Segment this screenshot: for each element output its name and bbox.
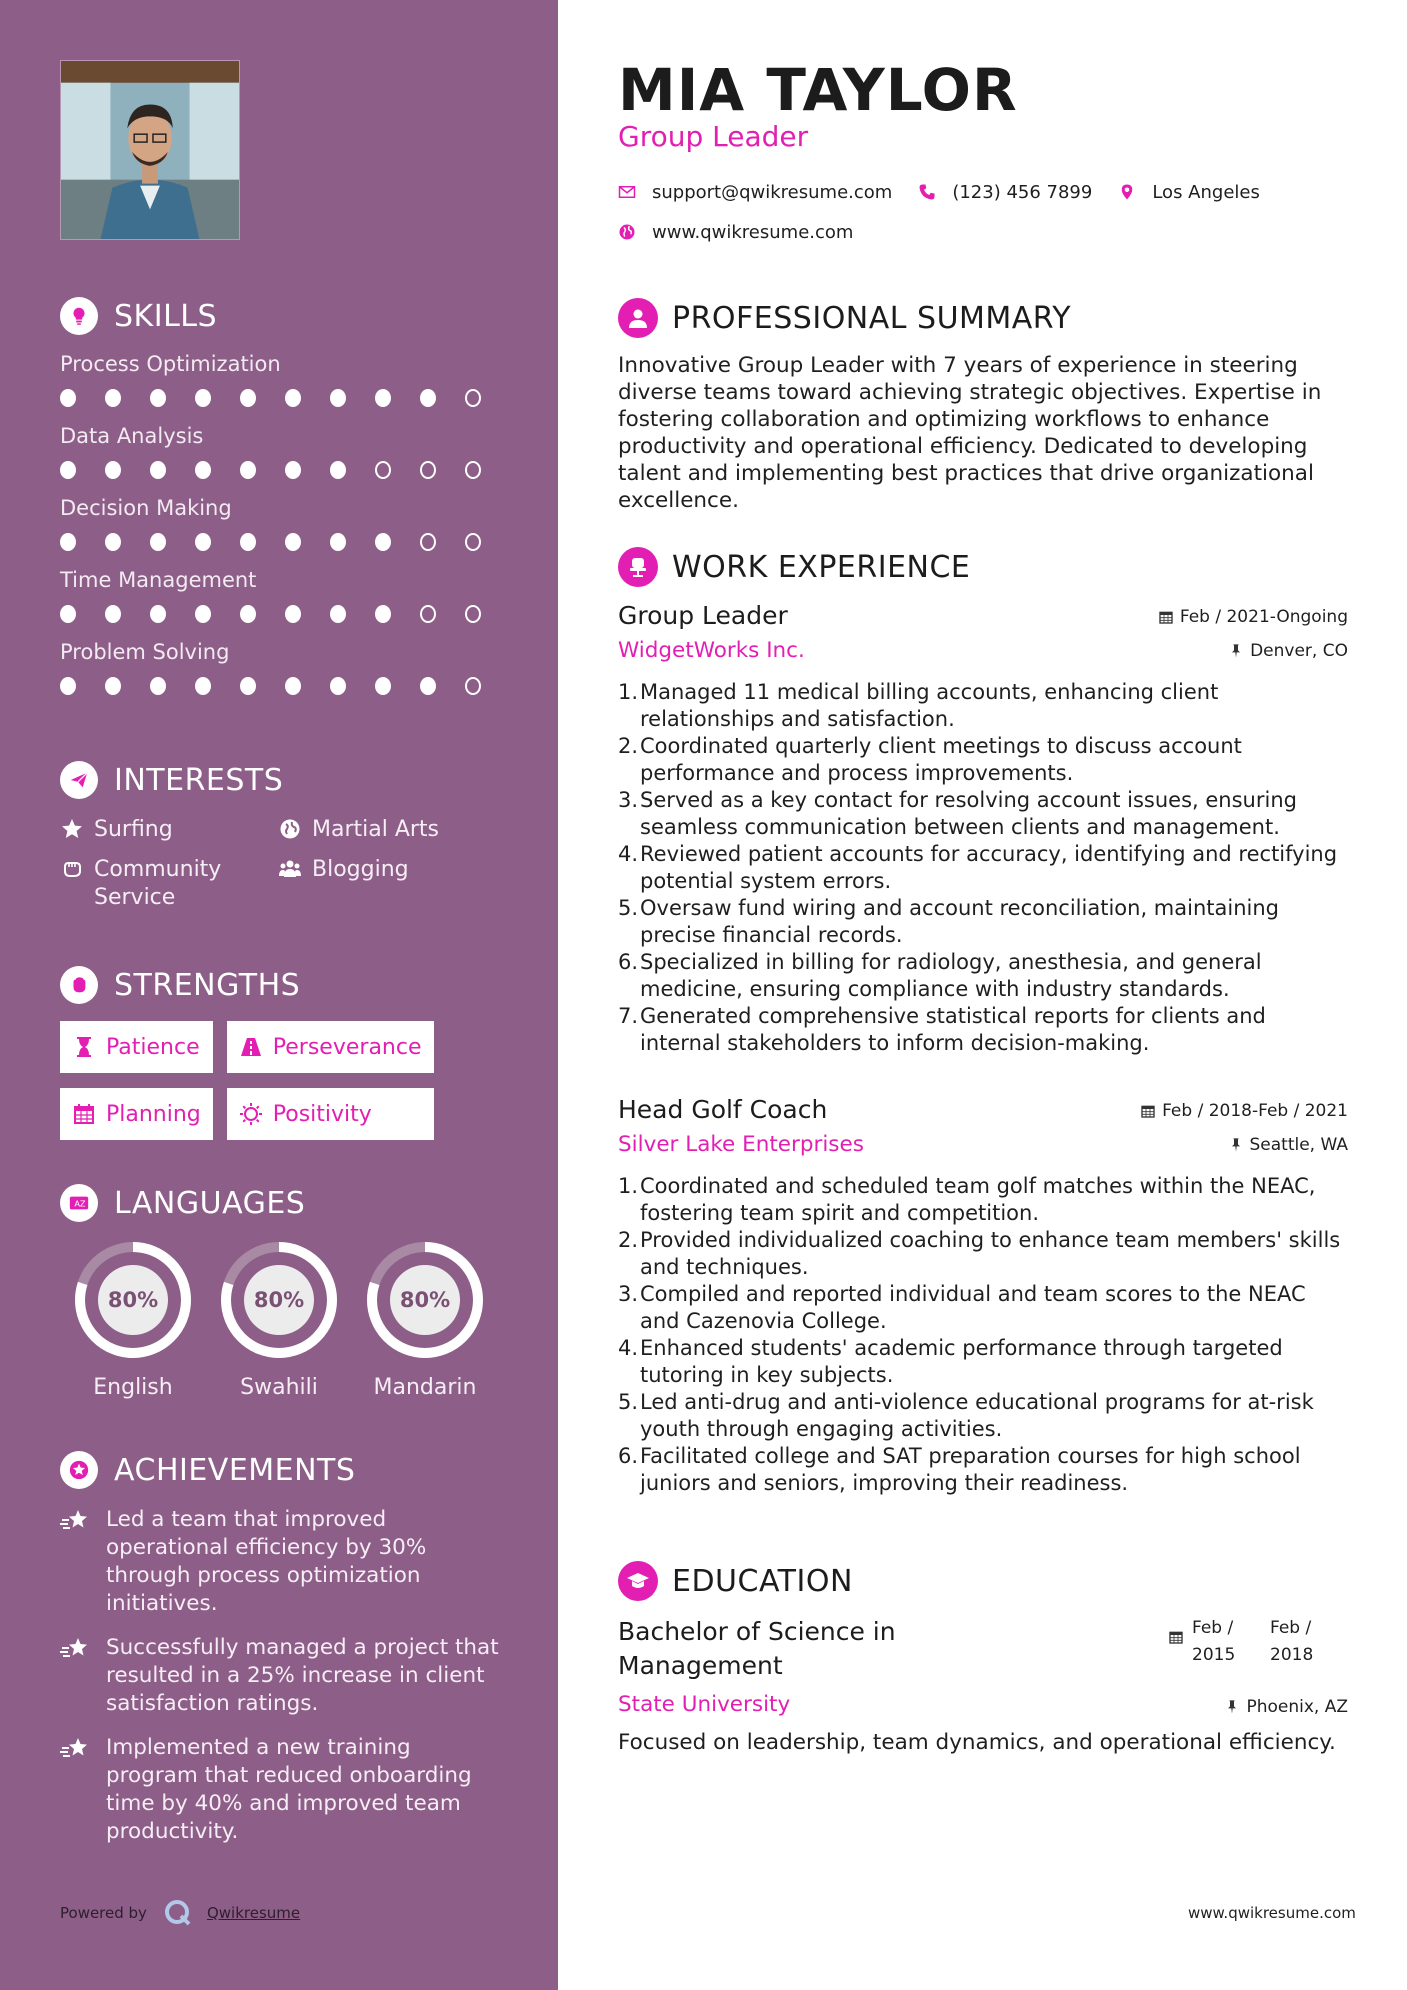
achievement-item xyxy=(60,1506,510,1618)
interest-label: Martial Arts xyxy=(312,817,440,842)
list-item xyxy=(618,1227,1348,1281)
experience-title: WORK EXPERIENCE xyxy=(672,549,971,585)
list-item xyxy=(618,679,1348,733)
job-entry xyxy=(618,601,1348,1057)
list-item xyxy=(618,949,1348,1003)
job-dates-text: Feb / 2021-Ongoing xyxy=(1179,607,1348,627)
list-item-text: Specialized in billing for radiology, anesthesia, and general medicine, ensuring compliance with industry standards. xyxy=(640,950,1262,1001)
language-name: Swahili xyxy=(240,1375,318,1400)
rating-dot-filled xyxy=(195,533,211,551)
skill-item xyxy=(60,422,510,480)
sun-icon xyxy=(239,1102,263,1126)
list-item xyxy=(618,1281,1348,1335)
contact-website-text: www.qwikresume.com xyxy=(652,221,854,243)
skills-title: SKILLS xyxy=(114,298,218,334)
strength-label: Positivity xyxy=(272,1101,372,1127)
contact-phone[interactable] xyxy=(918,182,1092,203)
list-item-text: Enhanced students' academic performance through targeted tutoring in key subjects. xyxy=(640,1336,1283,1387)
footer-website[interactable]: www.qwikresume.com xyxy=(1188,1904,1356,1922)
strength-badge xyxy=(227,1088,434,1140)
language-progress-ring xyxy=(72,1239,194,1361)
job-bullets xyxy=(618,679,1348,1057)
list-item-text: Coordinated and scheduled team golf matches within the NEAC, fostering team spirit and competition. xyxy=(640,1174,1316,1225)
skill-rating xyxy=(60,460,510,480)
rating-dot-filled xyxy=(330,533,346,551)
rating-dot-filled xyxy=(150,677,166,695)
rating-dot-filled xyxy=(420,389,436,407)
rating-dot-filled xyxy=(60,461,76,479)
rating-dot-filled xyxy=(60,389,76,407)
summary-section xyxy=(618,298,1348,514)
calendar-icon xyxy=(1158,609,1174,625)
rating-dot-filled xyxy=(330,461,346,479)
list-item xyxy=(618,1335,1348,1389)
job-company: WidgetWorks Inc. xyxy=(618,638,805,663)
rating-dot-filled xyxy=(330,677,346,695)
strength-badge xyxy=(227,1021,434,1073)
rating-dot-filled xyxy=(150,533,166,551)
contact-location-text: Los Angeles xyxy=(1152,181,1260,203)
list-item xyxy=(618,787,1348,841)
rating-dot-empty xyxy=(420,533,436,551)
education-start: Feb / 2015 xyxy=(1192,1618,1236,1665)
list-item xyxy=(618,1443,1348,1497)
map-pin-icon xyxy=(1118,183,1136,201)
skill-name: Problem Solving xyxy=(60,640,230,664)
achievement-item xyxy=(60,1734,510,1846)
contact-email-text: support@qwikresume.com xyxy=(652,181,893,203)
phone-icon xyxy=(918,183,936,201)
education-description: Focused on leadership, team dynamics, and operational efficiency. xyxy=(618,1730,1336,1755)
skill-item xyxy=(60,566,510,624)
list-number: 1. xyxy=(618,1174,639,1198)
language-percent: 80% xyxy=(253,1288,305,1312)
rating-dot-filled xyxy=(60,605,76,623)
interests-title: INTERESTS xyxy=(114,762,284,798)
rating-dot-filled xyxy=(240,605,256,623)
pin-icon xyxy=(1228,643,1244,659)
job-location xyxy=(1228,641,1348,661)
calendar-icon xyxy=(1140,1103,1156,1119)
award-star-icon xyxy=(60,1451,98,1489)
rating-dot-filled xyxy=(375,389,391,407)
fist-icon xyxy=(60,966,98,1004)
rating-dot-filled xyxy=(330,389,346,407)
globe-icon xyxy=(618,223,636,241)
svg-text:Z: Z xyxy=(79,1198,86,1209)
rating-dot-empty xyxy=(465,677,481,695)
rating-dot-filled xyxy=(150,461,166,479)
list-number: 5. xyxy=(618,896,639,920)
paper-plane-icon xyxy=(60,761,98,799)
rating-dot-empty xyxy=(465,605,481,623)
list-item-text: Facilitated college and SAT preparation courses for high school juniors and seniors, improving their readiness. xyxy=(640,1444,1301,1495)
achievement-item xyxy=(60,1634,510,1718)
strengths-section xyxy=(60,965,510,1140)
interest-item xyxy=(278,856,496,912)
list-item-text: Reviewed patient accounts for accuracy, identifying and rectifying potential system errors. xyxy=(640,842,1338,893)
language-name: Mandarin xyxy=(373,1375,477,1400)
strength-label: Perseverance xyxy=(272,1034,422,1060)
rating-dot-filled xyxy=(60,533,76,551)
languages-section xyxy=(60,1183,510,1400)
language-progress-ring xyxy=(364,1239,486,1361)
skill-name: Decision Making xyxy=(60,496,232,520)
translate-icon xyxy=(60,1184,98,1222)
contact-phone-text: (123) 456 7899 xyxy=(952,181,1093,203)
rating-dot-empty xyxy=(465,389,481,407)
skill-name: Data Analysis xyxy=(60,424,204,448)
strength-badge xyxy=(60,1021,213,1073)
list-number: 6. xyxy=(618,950,639,974)
achievement-text: Implemented a new training program that reduced onboarding time by 40% and improved team productivity. xyxy=(106,1735,472,1844)
profile-photo xyxy=(60,60,240,240)
language-item xyxy=(352,1239,498,1400)
interest-item xyxy=(278,816,496,844)
svg-text:A: A xyxy=(74,1198,81,1209)
achievement-text: Led a team that improved operational efficiency by 30% through process optimization initiatives. xyxy=(106,1507,427,1616)
list-item-text: Compiled and reported individual and team scores to the NEAC and Cazenovia College. xyxy=(640,1282,1306,1333)
skills-section xyxy=(60,296,510,696)
rating-dot-filled xyxy=(105,461,121,479)
list-item xyxy=(618,733,1348,787)
job-dates-text: Feb / 2018-Feb / 2021 xyxy=(1162,1101,1348,1121)
education-section xyxy=(618,1561,1348,1756)
rating-dot-empty xyxy=(375,461,391,479)
interest-item xyxy=(60,816,278,844)
rating-dot-empty xyxy=(420,461,436,479)
envelope-icon xyxy=(618,183,636,201)
rating-dot-filled xyxy=(150,389,166,407)
list-item-text: Managed 11 medical billing accounts, enhancing client relationships and satisfaction. xyxy=(640,680,1219,731)
strength-label: Planning xyxy=(106,1101,201,1127)
language-percent: 80% xyxy=(107,1288,159,1312)
rating-dot-empty xyxy=(420,605,436,623)
job-dates xyxy=(1140,1101,1348,1121)
strengths-title: STRENGTHS xyxy=(114,967,301,1003)
rating-dot-filled xyxy=(195,389,211,407)
list-number: 2. xyxy=(618,1228,639,1252)
list-number: 3. xyxy=(618,1282,639,1306)
list-number: 4. xyxy=(618,1336,639,1360)
contact-website[interactable] xyxy=(618,222,853,243)
rating-dot-empty xyxy=(465,533,481,551)
skill-name: Process Optimization xyxy=(60,352,281,376)
road-icon xyxy=(239,1035,263,1059)
rating-dot-filled xyxy=(105,389,121,407)
achievements-title: ACHIEVEMENTS xyxy=(114,1452,356,1488)
powered-by-label: Powered by xyxy=(60,1904,147,1922)
summary-title: PROFESSIONAL SUMMARY xyxy=(672,300,1072,336)
education-location xyxy=(1224,1697,1348,1717)
globe-icon xyxy=(278,817,302,841)
list-item xyxy=(618,895,1348,949)
skill-rating xyxy=(60,532,510,552)
lightbulb-icon xyxy=(60,297,98,335)
calendar-icon xyxy=(72,1102,96,1126)
achievements-section xyxy=(60,1450,510,1846)
languages-title: LANGUAGES xyxy=(114,1185,306,1221)
rating-dot-filled xyxy=(240,389,256,407)
job-dates xyxy=(1158,607,1348,627)
education-location-text: Phoenix, AZ xyxy=(1246,1697,1348,1717)
powered-by-brand-link[interactable]: Qwikresume xyxy=(206,1904,301,1922)
shooting-star-icon xyxy=(60,1636,90,1662)
skill-rating xyxy=(60,676,510,696)
user-icon xyxy=(618,298,658,338)
users-icon xyxy=(278,857,302,881)
rating-dot-filled xyxy=(240,461,256,479)
job-company: Silver Lake Enterprises xyxy=(618,1132,864,1157)
qwikresume-logo-icon xyxy=(163,1898,193,1928)
job-location xyxy=(1228,1135,1349,1155)
rating-dot-filled xyxy=(60,677,76,695)
contact-location xyxy=(1118,182,1260,203)
skill-rating xyxy=(60,388,510,408)
skill-item xyxy=(60,350,510,408)
powered-by xyxy=(60,1898,300,1928)
list-item-text: Provided individualized coaching to enhance team members' skills and techniques. xyxy=(640,1228,1341,1279)
contact-email[interactable] xyxy=(618,182,892,203)
education-school: State University xyxy=(618,1691,791,1717)
graduation-icon xyxy=(618,1561,658,1601)
rating-dot-filled xyxy=(375,533,391,551)
job-location-text: Seattle, WA xyxy=(1249,1134,1348,1155)
rating-dot-empty xyxy=(465,461,481,479)
rating-dot-filled xyxy=(195,461,211,479)
rating-dot-filled xyxy=(195,605,211,623)
sidebar xyxy=(0,0,558,1990)
interest-label: Surfing xyxy=(94,817,173,842)
job-title: Group Leader xyxy=(618,601,788,630)
list-item xyxy=(618,841,1348,895)
education-title: EDUCATION xyxy=(672,1563,853,1599)
list-number: 2. xyxy=(618,734,639,758)
education-end: Feb / 2018 xyxy=(1270,1618,1314,1665)
list-item-text: Served as a key contact for resolving account issues, ensuring seamless communication between clients and management. xyxy=(640,788,1297,839)
hand-icon xyxy=(60,857,84,881)
strength-badge xyxy=(60,1088,213,1140)
briefcase-chair-icon xyxy=(618,547,658,587)
list-item xyxy=(618,1389,1348,1443)
rating-dot-filled xyxy=(105,533,121,551)
rating-dot-filled xyxy=(330,605,346,623)
list-item-text: Generated comprehensive statistical reports for clients and internal stakeholders to inform decision-making. xyxy=(640,1004,1266,1055)
interests-section xyxy=(60,760,510,912)
rating-dot-filled xyxy=(285,533,301,551)
rating-dot-filled xyxy=(375,677,391,695)
hourglass-icon xyxy=(72,1035,96,1059)
rating-dot-filled xyxy=(195,677,211,695)
job-location-text: Denver, CO xyxy=(1250,640,1348,661)
interest-item xyxy=(60,856,278,912)
language-percent: 80% xyxy=(399,1288,451,1312)
language-item xyxy=(60,1239,206,1400)
list-item-text: Coordinated quarterly client meetings to discuss account performance and process improvements. xyxy=(640,734,1242,785)
interest-label: Community Service xyxy=(94,857,222,910)
rating-dot-filled xyxy=(105,605,121,623)
rating-dot-filled xyxy=(285,677,301,695)
contact-info xyxy=(618,178,1348,246)
shooting-star-icon xyxy=(60,1736,90,1762)
skill-name: Time Management xyxy=(60,568,257,592)
job-bullets xyxy=(618,1173,1348,1497)
language-name: English xyxy=(93,1375,173,1400)
rating-dot-filled xyxy=(150,605,166,623)
candidate-name: MIA TAYLOR xyxy=(618,56,1018,124)
summary-text: Innovative Group Leader with 7 years of experience in steering diverse teams toward achieving strategic objectives. Expertise in fostering collaboration and optimizing workflows to enhance productivity and operational efficiency. Dedicated to developing talent and implementing best practices that drive organizational excellence. xyxy=(618,353,1322,513)
list-number: 3. xyxy=(618,788,639,812)
achievement-text: Successfully managed a project that resulted in a 25% increase in client satisfaction ratings. xyxy=(106,1635,499,1716)
language-item xyxy=(206,1239,352,1400)
rating-dot-filled xyxy=(285,605,301,623)
strength-label: Patience xyxy=(106,1034,200,1060)
rating-dot-filled xyxy=(240,677,256,695)
rating-dot-filled xyxy=(285,461,301,479)
pin-icon xyxy=(1224,1699,1240,1715)
job-entry xyxy=(618,1095,1348,1497)
rating-dot-filled xyxy=(375,605,391,623)
rating-dot-filled xyxy=(240,533,256,551)
job-title: Head Golf Coach xyxy=(618,1095,828,1124)
language-progress-ring xyxy=(218,1239,340,1361)
list-number: 1. xyxy=(618,680,639,704)
skill-item xyxy=(60,638,510,696)
list-item-text: Oversaw fund wiring and account reconciliation, maintaining precise financial records. xyxy=(640,896,1279,947)
skill-rating xyxy=(60,604,510,624)
rating-dot-filled xyxy=(285,389,301,407)
pin-icon xyxy=(1228,1137,1244,1153)
list-item-text: Led anti-drug and anti-violence educational programs for at-risk youth through engaging activities. xyxy=(640,1390,1314,1441)
rating-dot-filled xyxy=(420,677,436,695)
calendar-icon xyxy=(1168,1629,1184,1645)
education-dates xyxy=(1168,1615,1348,1669)
rating-dot-filled xyxy=(105,677,121,695)
skill-item xyxy=(60,494,510,552)
experience-section xyxy=(618,547,1348,1497)
star-icon xyxy=(60,817,84,841)
list-item xyxy=(618,1173,1348,1227)
interest-label: Blogging xyxy=(312,857,409,882)
shooting-star-icon xyxy=(60,1508,90,1534)
list-number: 7. xyxy=(618,1004,639,1028)
candidate-role: Group Leader xyxy=(618,120,809,153)
list-number: 4. xyxy=(618,842,639,866)
list-item xyxy=(618,1003,1348,1057)
list-number: 5. xyxy=(618,1390,639,1414)
list-number: 6. xyxy=(618,1444,639,1468)
education-degree: Bachelor of Science in Management xyxy=(618,1617,896,1680)
